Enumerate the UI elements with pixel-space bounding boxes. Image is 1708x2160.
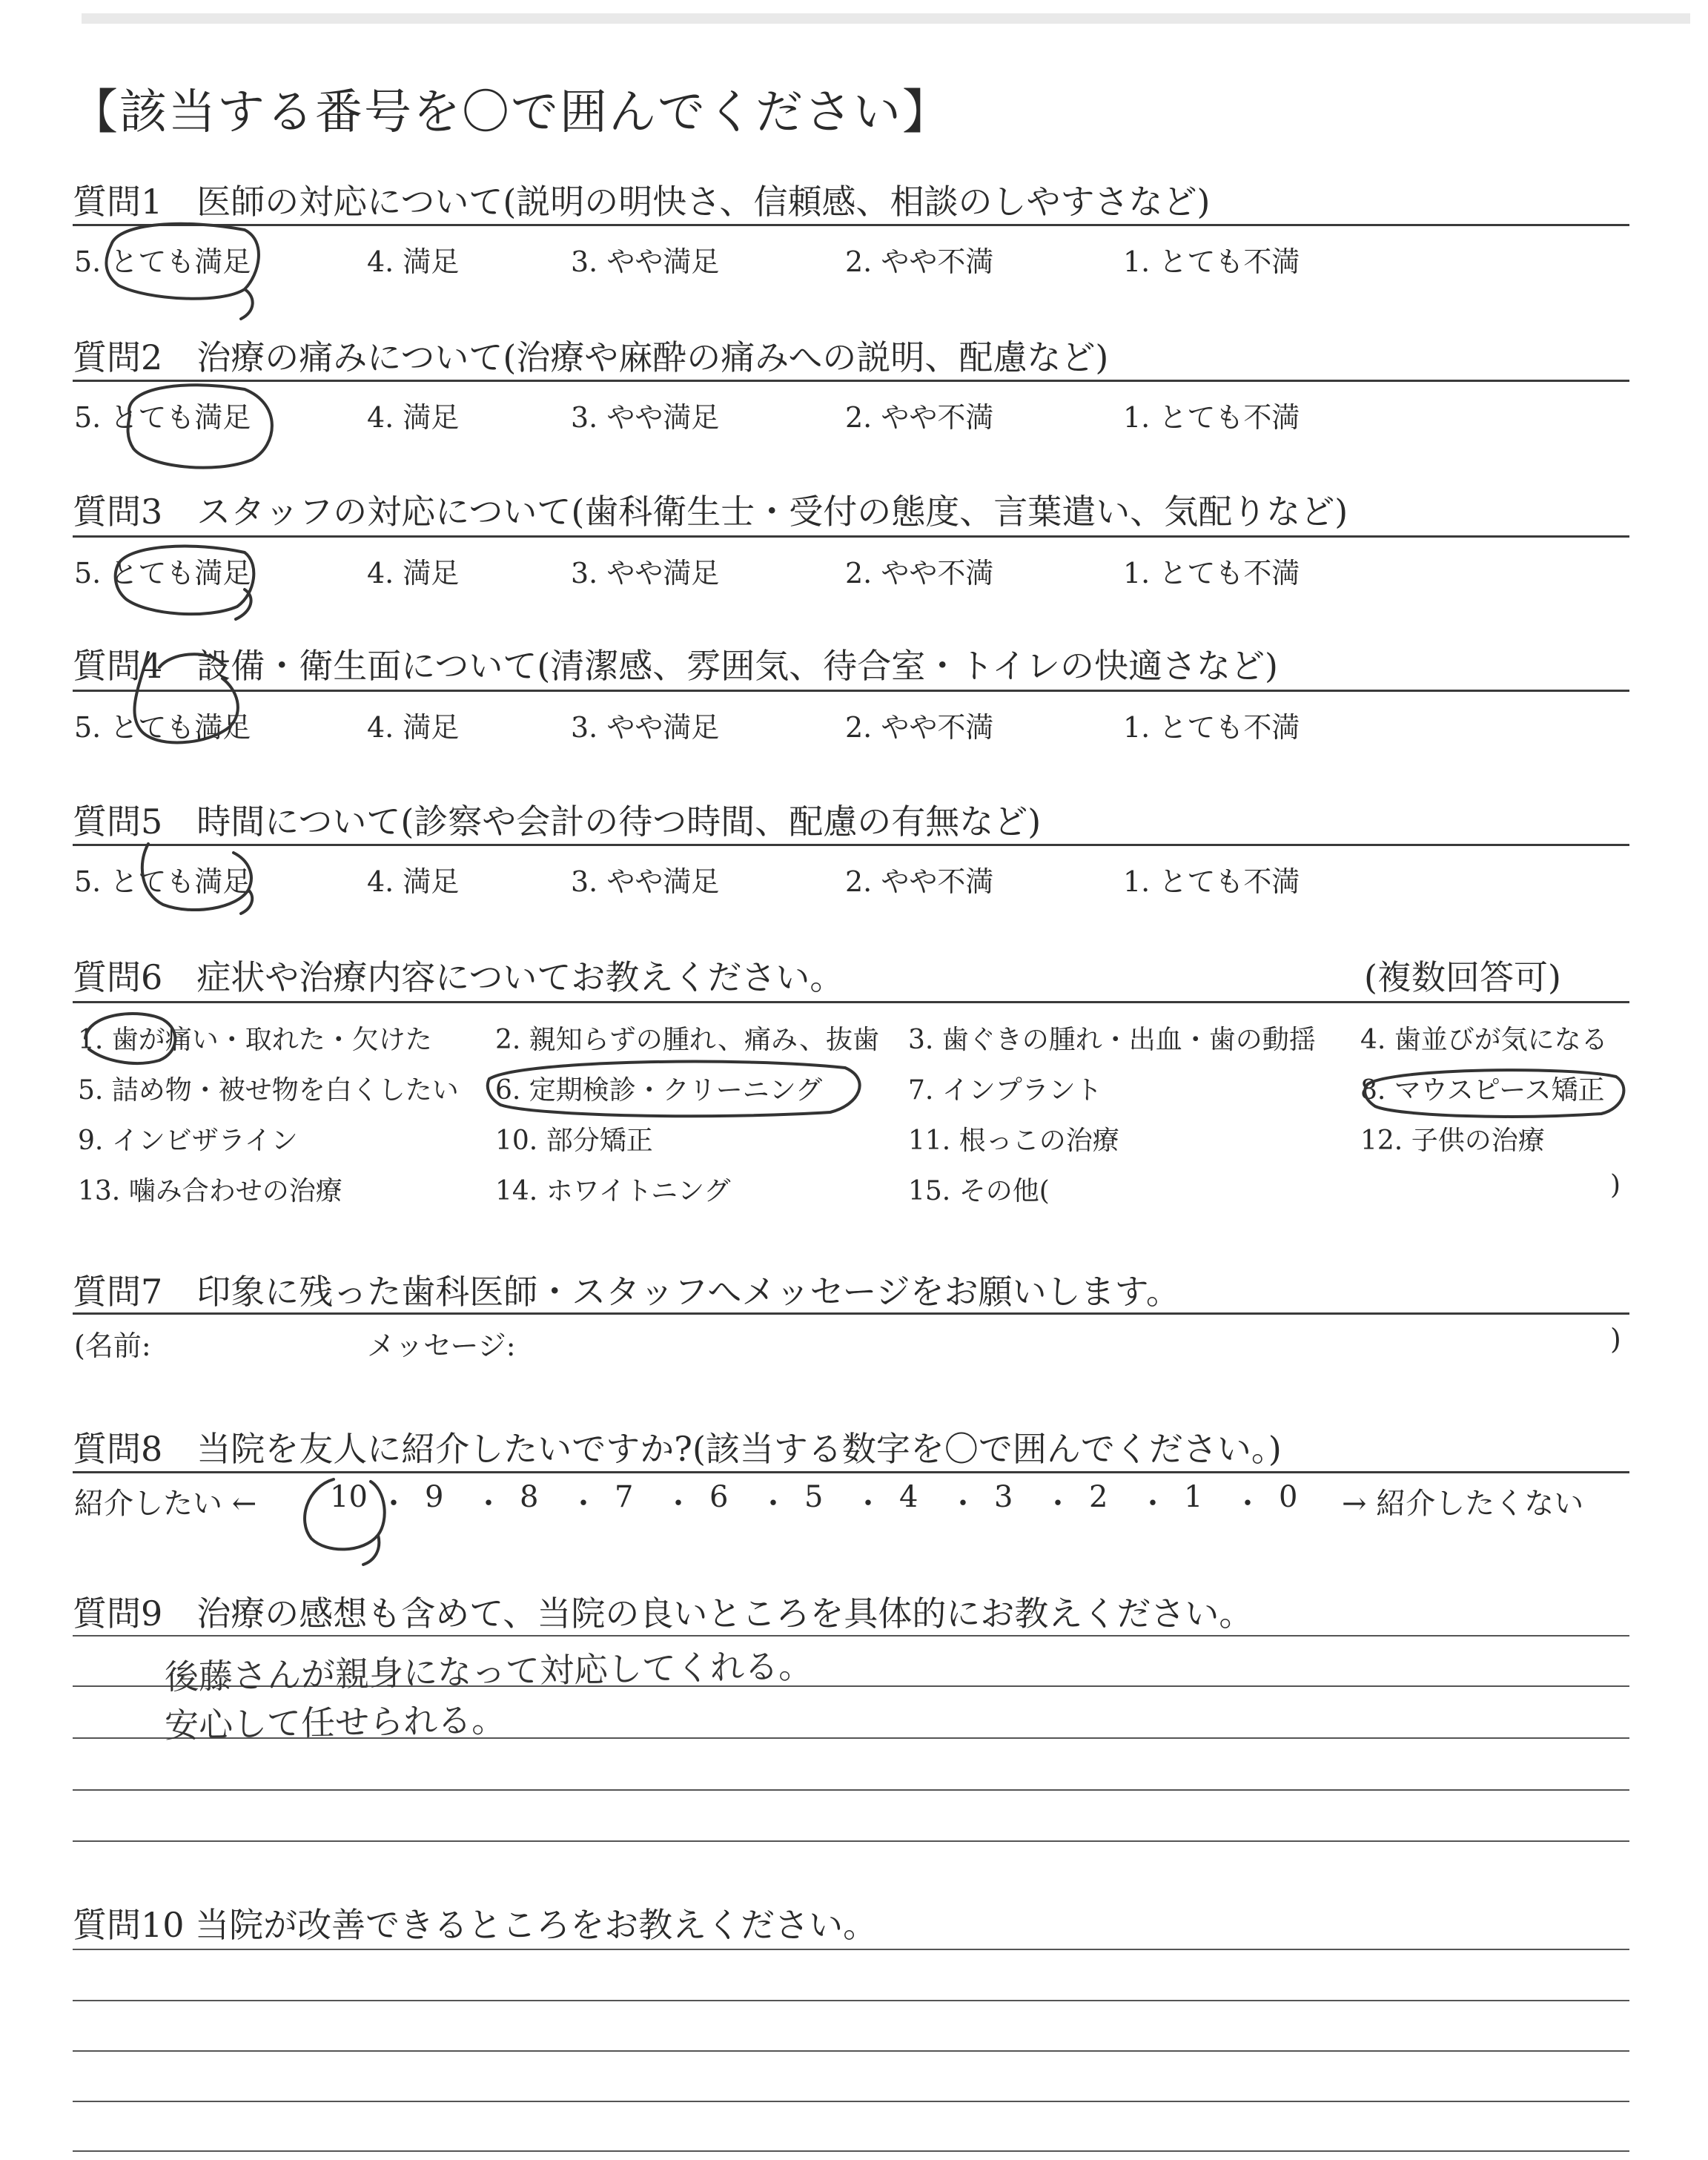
q9-line-5	[73, 1840, 1629, 1842]
q6-item-15[interactable]: 15. その他(	[908, 1176, 1050, 1206]
q8-scale-2[interactable]: 2	[1089, 1480, 1108, 1514]
q8-scale-1[interactable]: 1	[1184, 1480, 1203, 1514]
q6-item-3[interactable]: 3. 歯ぐきの腫れ・出血・歯の動揺	[908, 1025, 1316, 1055]
question-8-rule	[73, 1471, 1629, 1473]
q8-scale-8[interactable]: 8	[520, 1480, 539, 1514]
q1-option-2[interactable]: 2. やや不満	[845, 245, 994, 278]
q2-option-3[interactable]: 3. やや満足	[571, 401, 720, 434]
q4-option-3[interactable]: 3. やや満足	[571, 711, 720, 744]
question-3-text: 質問3 スタッフの対応について(歯科衛生士・受付の態度、言葉遣い、気配りなど)	[73, 492, 1348, 532]
q3-option-1[interactable]: 1. とても不満	[1123, 557, 1300, 589]
question-10-text: 質問10 当院が改善できるところをお教えください。	[73, 1905, 878, 1945]
q4-option-5[interactable]: 5. とても満足	[74, 711, 251, 744]
page-title: 【該当する番号を〇で囲んでください】	[70, 85, 951, 140]
q8-scale-separator: ・	[758, 1487, 788, 1521]
q8-scale-6[interactable]: 6	[709, 1480, 729, 1514]
question-6-text: 質問6 症状や治療内容についてお教えください。	[73, 957, 844, 997]
question-9-text: 質問9 治療の感想も含めて、当院の良いところを具体的にお教えください。	[73, 1593, 1254, 1634]
q8-scale-5[interactable]: 5	[804, 1480, 824, 1514]
q6-item-11[interactable]: 11. 根っこの治療	[908, 1126, 1119, 1156]
q6-item-5[interactable]: 5. 詰め物・被せ物を白くしたい	[78, 1075, 459, 1106]
q8-scale-separator: ・	[379, 1487, 408, 1521]
q10-line-1	[73, 1949, 1629, 1950]
q2-option-4[interactable]: 4. 満足	[367, 401, 460, 434]
q9-answer-line-1: 後藤さんが親身になって対応してくれる。	[164, 1645, 813, 1697]
q3-option-2[interactable]: 2. やや不満	[845, 557, 994, 589]
q6-item-2[interactable]: 2. 親知らずの腫れ、痛み、抜歯	[495, 1025, 880, 1055]
q9-answer-line-2: 安心して任せられる。	[164, 1699, 506, 1746]
q8-scale-3[interactable]: 3	[994, 1480, 1013, 1514]
q6-item-14[interactable]: 14. ホワイトニング	[495, 1176, 731, 1206]
q7-name-label: (名前:	[74, 1330, 151, 1362]
q8-scale-0[interactable]: 0	[1279, 1480, 1298, 1514]
question-1-rule	[73, 224, 1629, 226]
q8-scale-separator: ・	[1043, 1487, 1073, 1521]
scan-top-edge	[82, 13, 1690, 24]
q7-close: )	[1610, 1323, 1621, 1355]
q5-option-3[interactable]: 3. やや満足	[571, 865, 720, 898]
q10-line-3	[73, 2050, 1629, 2052]
q1-option-4[interactable]: 4. 満足	[367, 245, 460, 278]
q8-scale-separator: ・	[474, 1487, 503, 1521]
q4-option-2[interactable]: 2. やや不満	[845, 711, 994, 744]
question-4-text: 質問4 設備・衛生面について(清潔感、雰囲気、待合室・トイレの快適さなど)	[73, 646, 1278, 686]
q4-option-1[interactable]: 1. とても不満	[1123, 711, 1300, 744]
q6-item-13[interactable]: 13. 噛み合わせの治療	[78, 1176, 342, 1206]
q7-message-label: メッセージ:	[367, 1330, 516, 1362]
q3-option-5[interactable]: 5. とても満足	[74, 557, 251, 589]
question-2-rule	[73, 380, 1629, 382]
q6-item-9[interactable]: 9. インビザライン	[78, 1126, 298, 1156]
q1-option-5[interactable]: 5. とても満足	[74, 245, 251, 278]
q2-option-2[interactable]: 2. やや不満	[845, 401, 994, 434]
q6-item-7[interactable]: 7. インプラント	[908, 1075, 1102, 1106]
q5-option-2[interactable]: 2. やや不満	[845, 865, 994, 898]
question-6-rule	[73, 1001, 1629, 1003]
q3-option-3[interactable]: 3. やや満足	[571, 557, 720, 589]
q8-scale-separator: ・	[948, 1487, 978, 1521]
q6-item-4[interactable]: 4. 歯並びが気になる	[1360, 1025, 1608, 1055]
q1-option-1[interactable]: 1. とても不満	[1123, 245, 1300, 278]
question-3-rule	[73, 535, 1629, 538]
q6-item-8[interactable]: 8. マウスピース矯正	[1360, 1075, 1605, 1106]
q8-scale-7[interactable]: 7	[615, 1480, 634, 1514]
q2-option-5[interactable]: 5. とても満足	[74, 401, 251, 434]
q5-option-5[interactable]: 5. とても満足	[74, 865, 251, 898]
q8-scale-separator: ・	[1138, 1487, 1168, 1521]
q8-left-label: 紹介したい ←	[74, 1487, 257, 1521]
q6-item-12[interactable]: 12. 子供の治療	[1360, 1126, 1545, 1156]
q8-scale-9[interactable]: 9	[425, 1480, 444, 1514]
q8-scale-separator: ・	[569, 1487, 598, 1521]
q8-scale-separator: ・	[1233, 1487, 1262, 1521]
question-5-rule	[73, 844, 1629, 846]
q6-item-10[interactable]: 10. 部分矯正	[495, 1126, 653, 1156]
q6-item-15-close: )	[1610, 1170, 1621, 1200]
q8-scale-separator: ・	[663, 1487, 693, 1521]
q6-item-1[interactable]: 1. 歯が痛い・取れた・欠けた	[78, 1025, 432, 1055]
question-1-text: 質問1 医師の対応について(説明の明快さ、信頼感、相談のしやすさなど)	[73, 182, 1211, 222]
q3-option-4[interactable]: 4. 満足	[367, 557, 460, 589]
question-8-text: 質問8 当院を友人に紹介したいですか?(該当する数字を〇で囲んでください。)	[73, 1429, 1282, 1469]
question-7-text: 質問7 印象に残った歯科医師・スタッフへメッセージをお願いします。	[73, 1272, 1180, 1312]
q9-line-4	[73, 1789, 1629, 1791]
q4-option-4[interactable]: 4. 満足	[367, 711, 460, 744]
q6-item-6[interactable]: 6. 定期検診・クリーニング	[495, 1075, 823, 1106]
q8-right-label: → 紹介したくない	[1342, 1487, 1584, 1521]
q5-option-4[interactable]: 4. 満足	[367, 865, 460, 898]
q8-scale-separator: ・	[853, 1487, 883, 1521]
q8-scale-4[interactable]: 4	[899, 1480, 918, 1514]
q1-option-3[interactable]: 3. やや満足	[571, 245, 720, 278]
q10-line-2	[73, 2000, 1629, 2001]
q5-option-1[interactable]: 1. とても不満	[1123, 865, 1300, 898]
question-2-text: 質問2 治療の痛みについて(治療や麻酔の痛みへの説明、配慮など)	[73, 337, 1109, 377]
q8-scale-10[interactable]: 10	[330, 1480, 368, 1514]
q9-line-1	[73, 1635, 1629, 1636]
q10-line-4	[73, 2101, 1629, 2102]
question-6-note: (複数回答可)	[1364, 957, 1561, 997]
q2-option-1[interactable]: 1. とても不満	[1123, 401, 1300, 434]
question-4-rule	[73, 690, 1629, 692]
question-7-rule	[73, 1312, 1629, 1315]
q10-line-5	[73, 2150, 1629, 2152]
question-5-text: 質問5 時間について(診察や会計の待つ時間、配慮の有無など)	[73, 802, 1042, 842]
